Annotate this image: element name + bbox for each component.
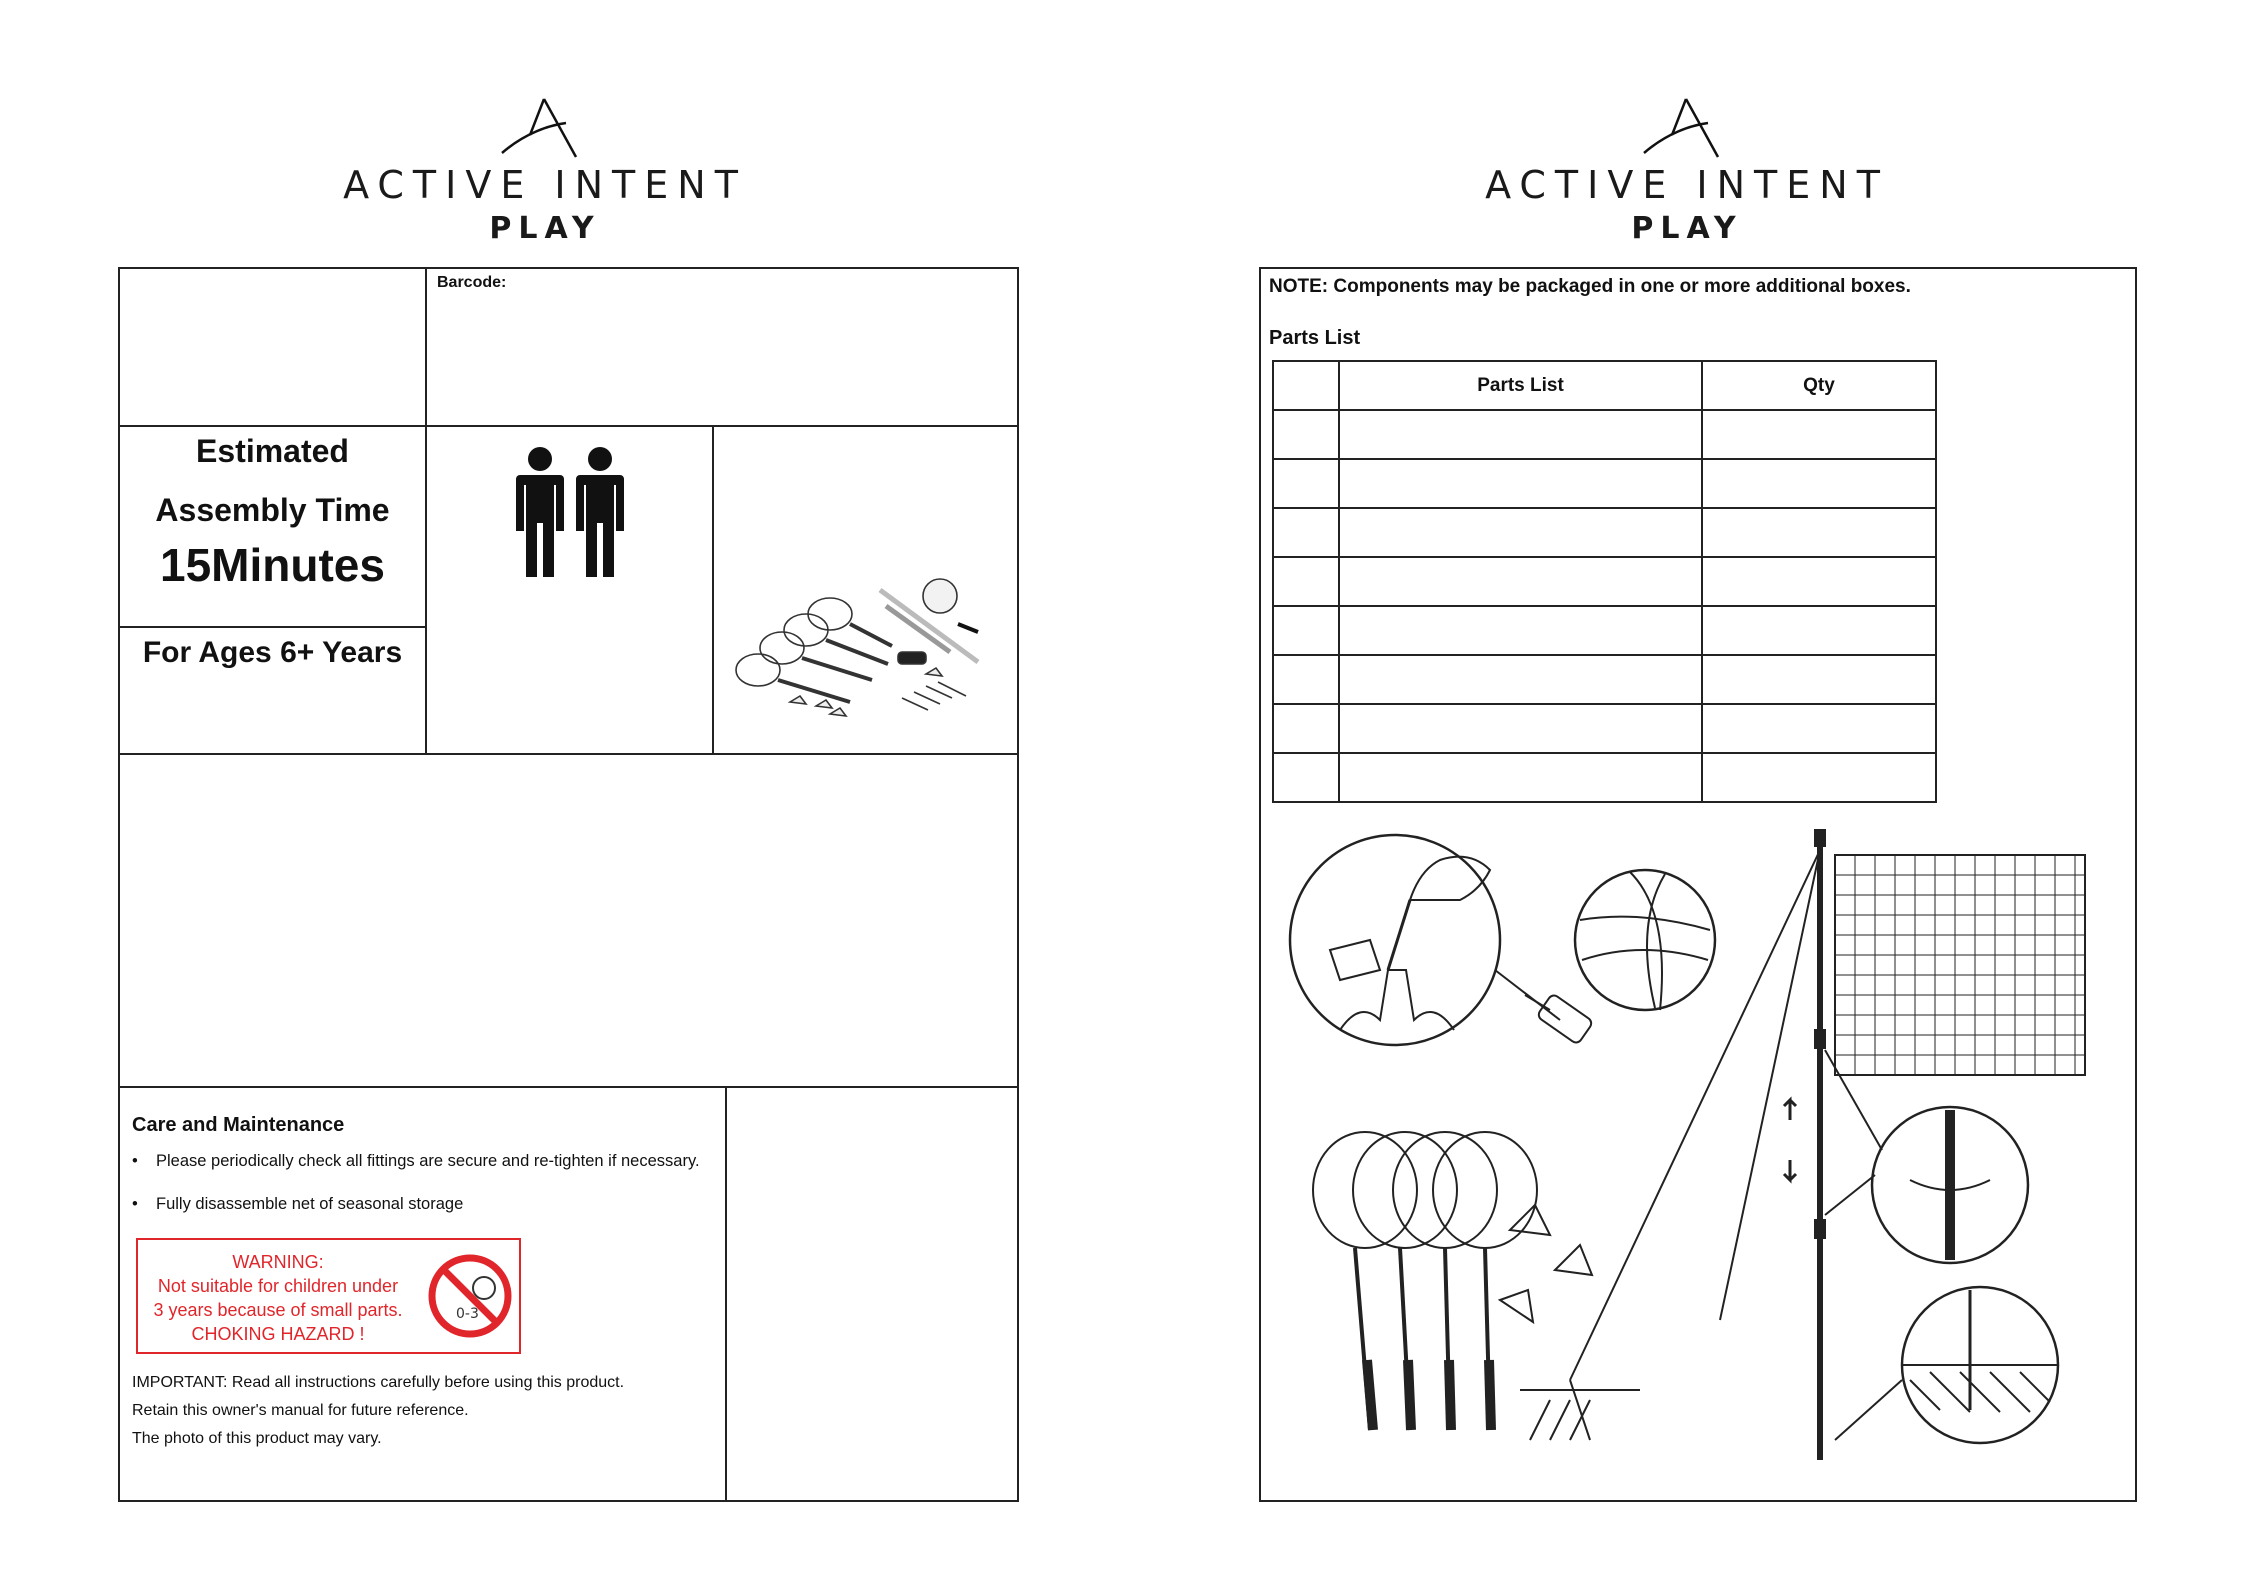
care-item: • Fully disassemble net of seasonal storage <box>132 1195 712 1214</box>
brand-logo-right <box>1477 95 1897 246</box>
table-row <box>1273 508 1936 557</box>
cell <box>1273 459 1339 508</box>
assembly-time: 15Minutes <box>160 539 385 591</box>
cell <box>1339 753 1702 802</box>
note-photo: The photo of this product may vary. <box>132 1430 382 1447</box>
divider <box>725 1086 727 1502</box>
brand-sub: PLAY <box>489 211 601 246</box>
components-note: NOTE: Components may be packaged in one or more additional boxes. <box>1269 276 1911 297</box>
cell <box>1702 508 1936 557</box>
logo-mark-icon <box>1642 95 1732 161</box>
cell <box>1273 753 1339 802</box>
cell <box>1273 557 1339 606</box>
two-people-icon <box>510 445 630 580</box>
age-badge: 0-3 <box>456 1306 479 1322</box>
cell <box>1702 557 1936 606</box>
care-title: Care and Maintenance <box>132 1114 345 1136</box>
table-row <box>1273 704 1936 753</box>
warning-line3: CHOKING HAZARD ! <box>191 1324 365 1344</box>
brand-name: ACTIVE INTENT <box>343 163 747 207</box>
cell <box>1339 459 1702 508</box>
cell <box>1702 459 1936 508</box>
note-important: IMPORTANT: Read all instructions carefully before using this product. <box>132 1374 625 1391</box>
cell <box>1702 410 1936 459</box>
table-row <box>1273 753 1936 802</box>
header-cell: Parts List <box>1339 361 1702 410</box>
cell <box>1702 704 1936 753</box>
cell <box>1339 410 1702 459</box>
warning-line2: 3 years because of small parts. <box>153 1300 403 1320</box>
table-row <box>1273 557 1936 606</box>
divider <box>118 626 425 628</box>
cell <box>1339 508 1702 557</box>
divider <box>118 1086 1019 1088</box>
cell <box>1702 753 1936 802</box>
no-small-children-icon <box>426 1252 514 1340</box>
warning-line1: Not suitable for children under <box>157 1276 399 1296</box>
barcode-label: Barcode: <box>437 274 507 291</box>
divider <box>118 425 1019 427</box>
assembly-line2: Assembly Time <box>155 492 390 528</box>
divider <box>425 267 427 754</box>
cell <box>1702 606 1936 655</box>
table-header-row <box>1273 361 1936 410</box>
assembly-illustration <box>1270 820 2100 1490</box>
cell <box>1273 410 1339 459</box>
brand-name: ACTIVE INTENT <box>1485 163 1889 207</box>
cell <box>1339 557 1702 606</box>
choking-warning <box>136 1238 521 1354</box>
header-cell: Qty <box>1702 361 1936 410</box>
header-cell <box>1273 361 1339 410</box>
table-row <box>1273 459 1936 508</box>
care-item: • Please periodically check all fittings are secure and re-tighten if necessary. <box>132 1152 712 1171</box>
divider <box>712 425 714 754</box>
care-list <box>132 1152 712 1238</box>
cell <box>1273 655 1339 704</box>
divider <box>118 753 1019 755</box>
table-row <box>1273 655 1936 704</box>
cell <box>1273 606 1339 655</box>
assembly-line1: Estimated <box>196 433 349 469</box>
brand-sub: PLAY <box>1631 211 1743 246</box>
note-retain: Retain this owner's manual for future reference. <box>132 1402 469 1419</box>
cell <box>1273 704 1339 753</box>
cell <box>1702 655 1936 704</box>
table-row <box>1273 410 1936 459</box>
cell <box>1273 508 1339 557</box>
warning-title: WARNING: <box>232 1252 324 1272</box>
parts-list-title: Parts List <box>1269 327 1361 349</box>
age-range: For Ages 6+ Years <box>142 636 403 669</box>
brand-logo-left <box>335 95 755 246</box>
product-set-image <box>730 570 990 730</box>
table-row <box>1273 606 1936 655</box>
logo-mark-icon <box>500 95 590 161</box>
cell <box>1339 606 1702 655</box>
cell <box>1339 655 1702 704</box>
parts-table <box>1272 360 1937 803</box>
cell <box>1339 704 1702 753</box>
